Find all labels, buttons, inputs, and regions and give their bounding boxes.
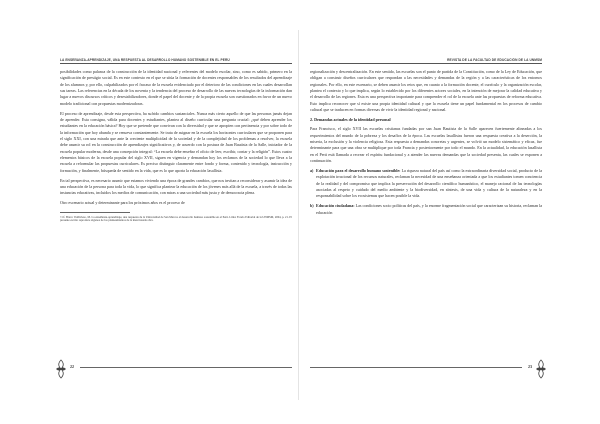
left-paragraph-1: posibilidades como palanca de la construcción de la identidad nacional y referentes del modelo escolar, sino, como es sabido, primero en la significación de prestigio social. Es en este contexto en el que se sitúa la formación de docentes responsables de los resultados del aprendizaje de los alumnos y, por ello, culpabilizados por el fracaso de la escuela evidenciado por el deterioro de las condiciones en las cuales desarrollan sus tareas. Las referencias en la década de los noventa y la tendencia del proceso de desarrollo de las nuevas tecnologías de la información dan lugar a nuevos discursos críticos y desestabilizadores, donde el papel del docente y de la propia escuela son cuestionados en favor de un nuevo modelo tradicional con propuestas modernizadoras.: [60, 69, 292, 106]
section-title: 2. Demandas actuales de la identidad personal: [310, 117, 391, 122]
floral-ornament-icon: [54, 358, 68, 380]
bullet-marker: b): [310, 203, 314, 209]
footnote-rule: [60, 212, 130, 213]
left-folio: [60, 361, 292, 377]
page-gutter: [298, 30, 299, 400]
bullet-item: [310, 168, 542, 200]
bullet-marker: a): [310, 167, 314, 173]
right-paragraph-1: regionalización y descentralización. En este sentido, las escuelas son el punto de partida de la Constitución, como de la Ley de Educación, que obligan a construir diseños curriculares que respondan a las necesidades y demandas de la región y a las características de los entornos regionales. Por ello, en este escenario, se deben asumir los retos que, en cuanto a la formación docente, el currículo y la organización escolar, plantea el contexto y lo que implica, según lo establecido por los diferentes actores sociales, en la intención de mejorar la calidad educativa y el desarrollo de las regiones. Esta es una perspectiva importante para comprender el rol de la escuela ante las propuestas de reforma educativa. Esto implica reconocer que sí existe una propia identidad cultural y que la escuela tiene un papel fundamental en los procesos de cambio cultural que se traducen en formas diversas de vivir la identidad regional y nacional.: [310, 69, 542, 113]
bullet-text: La riqueza natural del país así como la extraordinaria diversidad social, producto de la explotación irracional de los recursos naturales, reclaman la necesidad de una enseñanza orientada a que los estudiantes tomen conciencia de la realidad y del compromiso que implica la preservación del desarrollo científico humanístico, el manejo racional de las tecnologías asociadas al respeto y cuidado del medio ambiente y la biodiversidad, en síntesis, de una vida y cultura de la naturaleza y en la responsabilidad sobre los ecosistemas que hacen posible la vida.: [316, 167, 543, 199]
right-paragraph-2: Para Francisco, el siglo XVII las escuelas cristianas fundadas por san Juan Bautista de la Salle aparecen fuertemente alineadas a los requerimientos del mundo de la pobreza y los desafíos de la época. Las escuelas lasallistas fueron una respuesta creativa a la deserción, la miseria, la exclusión y la violencia religiosa. Esta respuesta a demandas concretas y urgentes, se volvió un modelo sistemático y eficaz, fue determinante para que una obra se multiplique por toda Francia y posteriormente por todo el mundo. En la actualidad, la educación lasallista en el Perú está llamada a recrear el espíritu fundacional y a atender las nuevas demandas que la sociedad presenta, las cuales se exponen a continuación.: [310, 126, 542, 164]
page-number: 23: [528, 363, 532, 369]
left-paragraph-3: En tal perspectiva, es necesario asumir que estamos viviendo una época de grandes cambios, que nos invitan a reconsiderar y asumir la idea de una educación de la persona para toda la vida, lo que significa plantear la educación de los jóvenes más allá de la escuela, a través de todas las instancias educativas, incluidos los medios de comunicación, con miras a una sociedad más justa y de democracia plena.: [60, 177, 292, 196]
folio-line: [310, 367, 522, 368]
right-folio: [310, 361, 542, 377]
left-page: [60, 58, 292, 358]
right-page: [310, 58, 542, 358]
page-number: 22: [70, 363, 74, 369]
folio-line: [80, 367, 292, 368]
bullet-lead: Educación ciudadana:: [316, 203, 355, 209]
left-running-head: LA ENSEÑANZA-APRENDIZAJE, UNA RESPUESTA AL DESARROLLO HUMANO SOSTENIBLE EN EL PERÚ: [60, 58, 292, 64]
left-paragraph-2: El proceso de aprendizaje, desde esta perspectiva, ha sufrido cambios sustanciales. Nunca más cierto aquello de que las personas jamás dejan de aprender. Esta consigna, válida para docentes y estudiantes, plantea al diseño curricular una pregunta crucial: ¿qué deben aprender los estudiantes en la educación básica? Hoy que se pretende que convivan con la diversidad y que se apropien con pertinencia y por sobre todo de la información que hoy abunda y se renueva constantemente. Se trata de asignar en la escuela los horizontes curriculares que se proponen para el siglo XXI, con una mirada que ante la creciente multiplicidad de la sociedad y de la complejidad de los problemas a resolver, la escuela debe asumir su rol en la construcción de aprendizajes significativos y, de acuerdo con la postura de Juan Bautista de la Salle, iniciador de la escuela popular moderna, desde una concepción integral: “La escuela debe enseñar el oficio de leer, escribir, contar y la religión”. Estos cuatro elementos básicos de la escuela popular del siglo XVII, siguen en vigencia y demandan hoy los reclamos de la sociedad lo que lleva a la escuela a reformular las propuestas curriculares. Es preciso distinguir claramente entre fondo y forma, contenido y tecnología, instrucción y formación, y finalmente, búsqueda de sentido en la vida, que es lo que aporta la educación lasallista.: [60, 110, 292, 173]
bullet-text: Las condiciones socio políticas del país, y la enorme fragmentación social que caracterizan su historia, reclaman la educación: [316, 203, 543, 215]
left-paragraph-4: Otro escenario actual y determinante para los próximos años es el proceso de: [60, 200, 185, 206]
left-footnote: ¹ Cf. Bravo Valdivieso, M. La enseñanza-aprendizaje, una respuesta de la Universidad de San Marcos al desarrollo humano sostenible en el Perú. Lima: Fondo Editorial de la UNMSM, 2004, p. 21. El presente escrito reproduce algunos de los planteamientos de la mencionada obra.: [60, 214, 292, 223]
bullet-item: [310, 203, 542, 216]
right-running-head: REVISTA DE LA FACULTAD DE EDUCACIÓN DE LA UNMSM: [310, 58, 542, 64]
bullet-lead: Educación para el desarrollo humano sostenible:: [316, 167, 401, 173]
floral-ornament-icon: [534, 358, 548, 380]
